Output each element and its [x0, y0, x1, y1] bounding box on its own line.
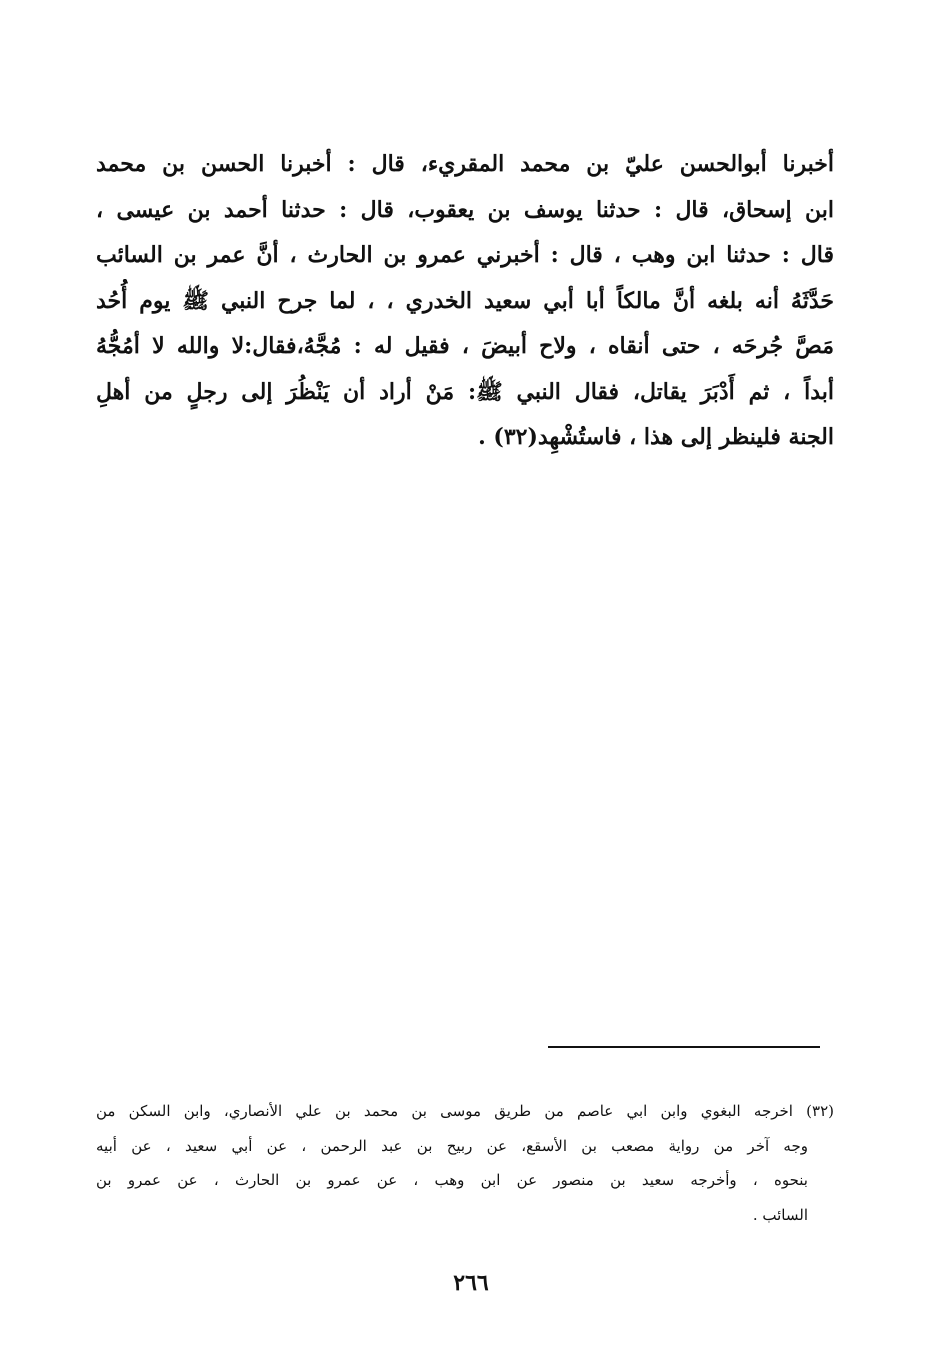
main-text-line: ابن إسحاق، قال : حدثنا يوسف بن يعقوب، قال : حدثنا أحمد بن عيسى ، — [96, 196, 834, 223]
main-text-line: أخبرنا أبوالحسن عليّ بن محمد المقريء، قال : أخبرنا الحسن بن محمد — [96, 151, 834, 177]
footnote-line: بنحوه ، وأخرجه سعيد بن منصور عن ابن وهب ، عن عمرو بن الحارث ، عن عمرو بن — [96, 1171, 808, 1189]
footnote-line: وجه آخر من رواية مصعب بن الأسقع، عن ربيح بن عبد الرحمن ، عن أبي سعيد ، عن أبيه — [96, 1136, 808, 1155]
main-text-block — [96, 142, 834, 461]
footnote-block — [96, 1094, 834, 1232]
main-text-line: الجنة فلينظر إلى هذا ، فاستُشْهِد(٣٢) . — [478, 424, 834, 450]
main-text-line: حَدَّثَهُ أنه بلغه أنَّ مالكاً أبا أبي سعيد الخدري ، ، لما جرح النبي ﷺ يوم أُحُد — [96, 287, 834, 314]
page-number: ٢٦٦ — [453, 1270, 489, 1296]
main-text-line: مَصَّ جُرحَه ، حتى أنقاه ، ولاح أبيضَ ، فقيل له : مُجَّهُ،فقال:لا والله لا أمُجُّهُ — [96, 333, 834, 359]
footnote-line: (٣٢) اخرجه البغوي وابن ابي عاصم من طريق موسى بن محمد بن علي الأنصاري، وابن السكن من — [96, 1102, 834, 1120]
main-text-line: قال : حدثنا ابن وهب ، قال : أخبرني عمرو بن الحارث ، أنَّ عمر بن السائب — [96, 242, 834, 268]
footnote-line: السائب . — [752, 1205, 808, 1224]
main-text-line: أبداً ، ثم أَدْبَرَ يقاتل، فقال النبي ﷺ: مَنْ أراد أن يَنْظُرَ إلى رجلٍ من أهلِ — [96, 378, 834, 405]
footnote-separator-rule — [548, 1046, 820, 1048]
